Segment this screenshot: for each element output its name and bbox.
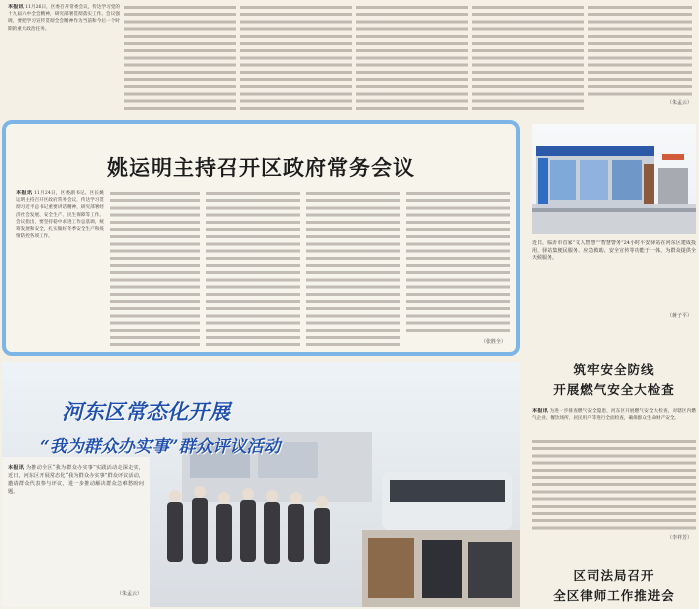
top-article-source: （朱孟云） xyxy=(666,100,692,106)
top-article-column-1 xyxy=(8,4,120,112)
police-photo-caption-text: 近日，临沂市首家“文人智慧”“智慧警务”24小时平安驿站在河东区建成投用，驿站集便民服务、应急救助、安全宣传等功能于一体，为群众提供全天候服务。 xyxy=(532,240,696,262)
activity-article-source: （朱孟云） xyxy=(116,591,142,597)
law-article-headline-line2: 全区律师工作推进会 xyxy=(553,588,675,603)
top-article-column-6 xyxy=(588,6,692,98)
main-article-lead: 11月24日，区委副书记、区长姚运明主持召开区政府常务会议，传达学习贯彻习近平总书记重要讲话精神，研究部署经济社会发展、安全生产、民生保障等工作。会议指出，要坚持稳中求进工作总基调，统筹发展和安全，扎实做好冬季安全生产和疫情防控各项工作。 xyxy=(16,191,104,240)
law-article-headline-line1: 区司法局召开 xyxy=(573,568,655,583)
top-article-column-2 xyxy=(124,6,236,110)
safety-article-column-1 xyxy=(532,408,696,438)
activity-article-column xyxy=(8,464,144,590)
main-article-column-4 xyxy=(306,192,400,348)
safety-article-source: （李祥芳） xyxy=(666,535,692,541)
activity-title-line2: “我为群众办实事”群众评议活动 xyxy=(40,437,281,457)
activity-article-lead: 为推动全区“我为群众办实事”实践活动走深走实，近日，河东区开展常态化“我为群众办实事”群众评议活动，邀请群众代表参与评议，进一步推动解决群众急难愁盼问题。 xyxy=(8,465,144,495)
main-article-headline: 姚运明主持召开区政府常务会议 xyxy=(107,155,415,180)
main-article-column-1 xyxy=(16,190,104,350)
police-station-photo xyxy=(532,124,696,234)
main-article-column-5 xyxy=(406,192,510,334)
police-photo-caption xyxy=(532,240,696,310)
top-article-column-4 xyxy=(356,6,468,110)
safety-article-headline-line2: 开展燃气安全大检查 xyxy=(553,382,675,397)
activity-photo xyxy=(2,362,520,607)
safety-article-byline: 本报讯 xyxy=(532,408,548,414)
top-article-lead: 11月26日，区委召开常委会议，传达学习党的十九届六中全会精神，研究部署贯彻落实工作。会议强调，要把学习宣传贯彻全会精神作为当前和今后一个时期的重大政治任务。 xyxy=(8,5,120,32)
activity-title-line1: 河东区常态化开展 xyxy=(62,399,230,424)
main-article-source: （张胜全） xyxy=(480,339,506,345)
safety-article-lead: 为进一步排查燃气安全隐患，河东区开展燃气安全大检查，对辖区内燃气企业、餐饮场所、居民用户等进行全面检查，确保群众生命财产安全。 xyxy=(532,409,696,422)
safety-article-column-2 xyxy=(532,440,696,532)
main-article-byline: 本报讯 xyxy=(16,190,33,196)
top-article-byline: 本报讯 xyxy=(8,4,24,10)
main-article-box xyxy=(2,120,520,356)
safety-article-headline-line1: 筑牢安全防线 xyxy=(573,362,655,377)
main-article-column-2 xyxy=(110,192,200,348)
top-article-column-3 xyxy=(240,6,352,110)
police-photo-caption-source: （蒋子平） xyxy=(666,313,692,319)
main-article-column-3 xyxy=(206,192,300,348)
activity-article-byline: 本报讯 xyxy=(8,465,25,471)
top-article-column-5 xyxy=(472,6,584,110)
